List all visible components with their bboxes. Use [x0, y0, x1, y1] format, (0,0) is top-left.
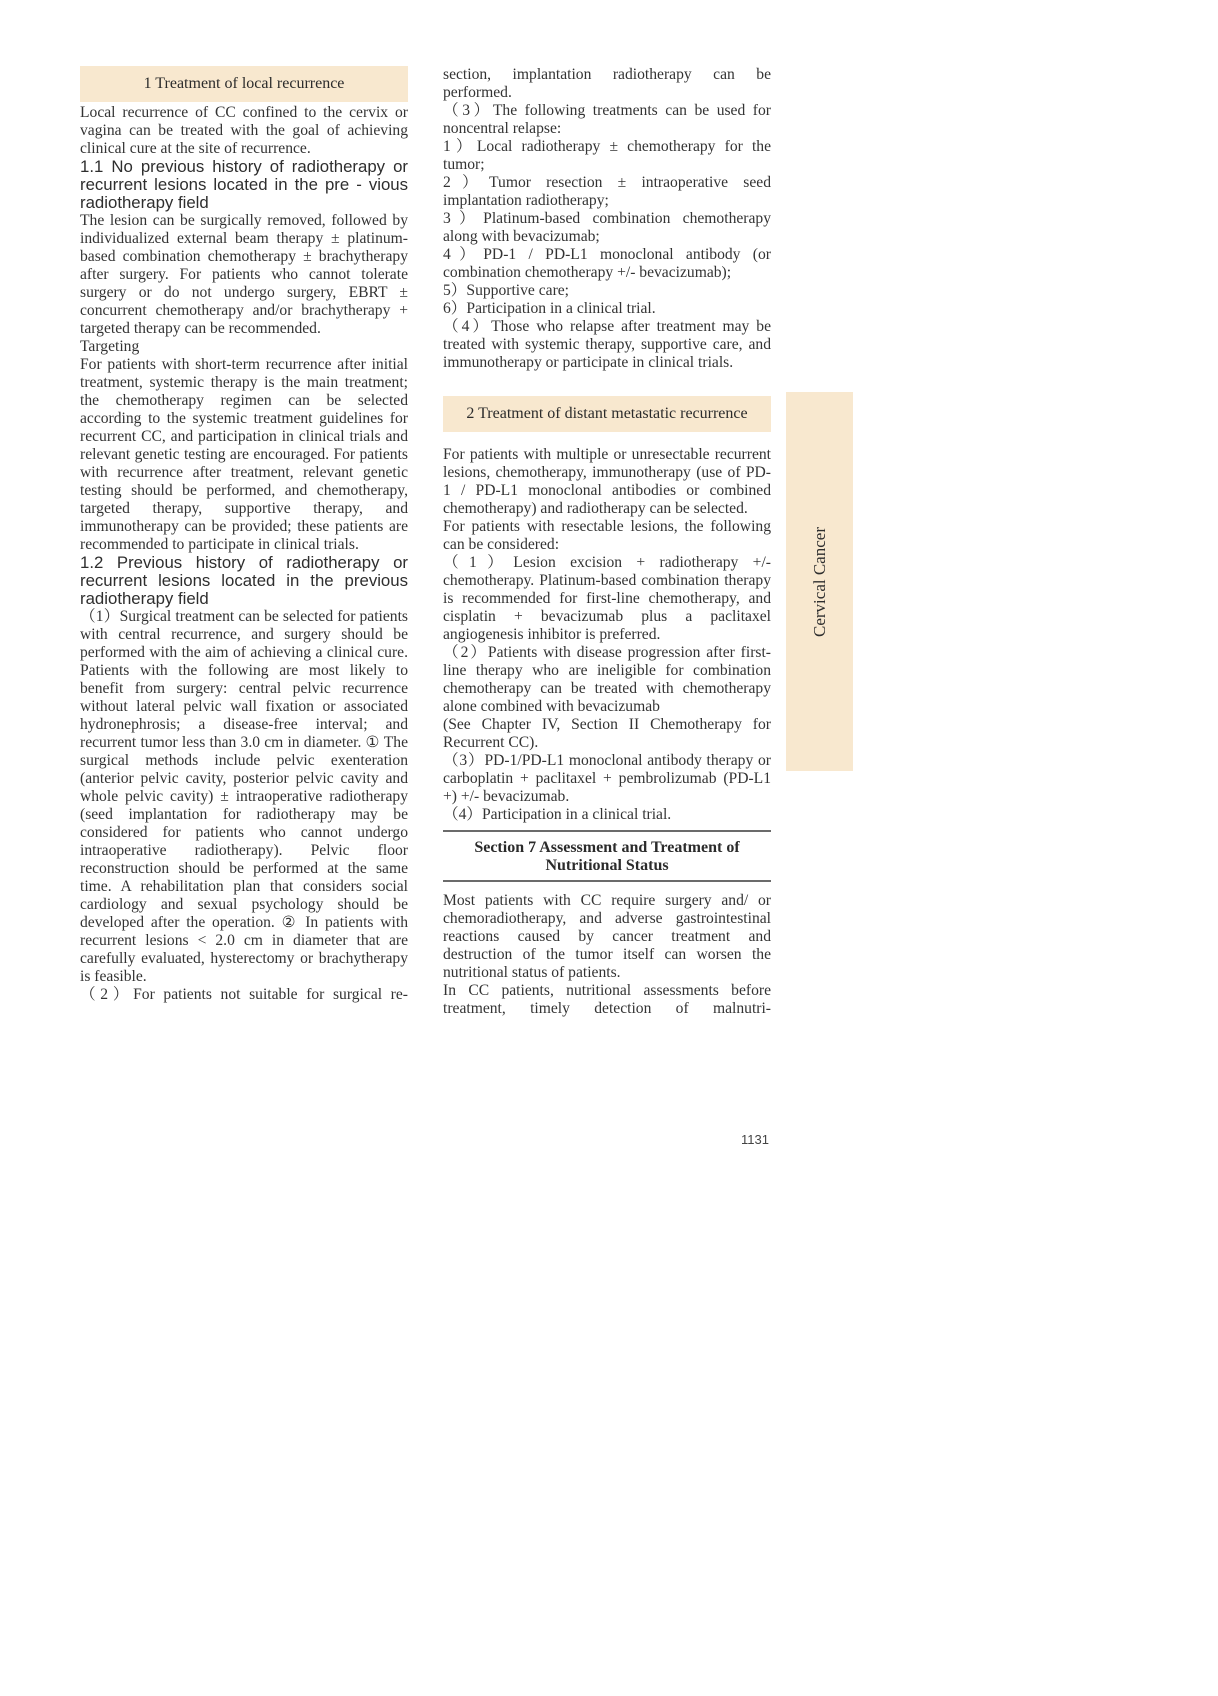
paragraph-s2-item4: （4）Participation in a clinical trial. [443, 806, 672, 823]
list-item: 6）Participation in a clinical trial. [443, 300, 656, 317]
label-targeting: Targeting [80, 338, 140, 355]
list-item: 2）Tumor resection ± intraoperative seed implantation radiotherapy; [443, 174, 771, 209]
paragraph-1-1-b: For patients with short-term recurrence after initial treatment, systemic therapy is the main treatment; the chemotherapy regimen can be selected according to the systemic treatment guidelines for recurrent CC, and participation in clinical trials and relevant genetic testing are encouraged. For patients with recurrence after treatment, relevant genetic testing should be performed, and chemotherapy, targeted therapy, supportive therapy, and immunotherapy can be provided; these patients are recommended to participate in clinical trials. [80, 356, 408, 553]
paragraph-s7-2: In CC patients, nutritional assessments before treatment, timely detection of malnutri- [443, 982, 771, 1017]
right-column [443, 66, 771, 1018]
subheading-1-1: 1.1 No previous history of radiotherapy or recurrent lesions located in the pre - vious radiotherapy field [80, 157, 408, 212]
page-number: 1131 [741, 1132, 769, 1147]
paragraph-s2-1: For patients with multiple or unresectable recurrent lesions, chemotherapy, immunotherapy (use of PD-1 / PD-L1 monoclonal antibodies or combined chemotherapy) and radiotherapy can be selected. [443, 446, 771, 517]
paragraph-s2-item3: （3）PD-1/PD-L1 monoclonal antibody therapy or carboplatin + paclitaxel + pembrolizumab (PD-L1 +) +/- bevacizumab. [443, 752, 771, 805]
paragraph-s2-item2: （2）Patients with disease progression after first-line therapy who are ineligible for combination chemotherapy can be treated with chemotherapy alone combined with bevacizumab [443, 644, 771, 715]
paragraph-1-2-item2-start: （2）For patients not suitable for surgical re- [80, 986, 408, 1003]
section-heading-distant-metastatic: 2 Treatment of distant metastatic recurrence [443, 396, 771, 432]
side-tab-label: Cervical Cancer [809, 526, 829, 637]
list-item: 1）Local radiotherapy ± chemotherapy for the tumor; [443, 138, 771, 173]
side-tab-chapter [786, 392, 853, 771]
left-column [80, 66, 408, 1004]
list-item: 4）PD-1 / PD-L1 monoclonal antibody (or combination chemotherapy +/- bevacizumab); [443, 246, 771, 281]
paragraph-1-1-a: The lesion can be surgically removed, followed by individualized external beam therapy ± platinum-based combination chemotherapy ± brachytherapy after surgery. For patients who cannot tolerate surgery or do not undergo surgery, EBRT ± concurrent chemotherapy and/or brachytherapy + targeted therapy can be recommended. [80, 212, 408, 337]
paragraph-1-2-item1: （1）Surgical treatment can be selected for patients with central recurrence, and surgery should be performed with the aim of achieving a clinical cure. Patients with the following are most likely to benefit from surgery: central pelvic recurrence without lateral pelvic wall fixation or associated hydronephrosis; a disease-free interval; and recurrent tumor less than 3.0 cm in diameter. ① The surgical methods include pelvic exenteration (anterior pelvic cavity, posterior pelvic cavity and whole pelvic cavity) ± intraoperative radiotherapy (seed implantation for radiotherapy may be considered for patients who cannot undergo intraoperative radiotherapy). Pelvic floor reconstruction should be performed at the same time. A rehabilitation plan that considers social cardiology and sexual psychology should be developed after the operation. ② In patients with recurrent lesions < 2.0 cm in diameter that are carefully evaluated, hysterectomy or brachytherapy is feasible. [80, 608, 408, 985]
paragraph-s2-see: (See Chapter IV, Section II Chemotherapy for Recurrent CC). [443, 716, 771, 751]
paragraph-item4: （4）Those who relapse after treatment may be treated with systemic therapy, supportive care, and immunotherapy or participate in clinical trials. [443, 318, 771, 371]
paragraph-item2-continued: section, implantation radiotherapy can be performed. [443, 66, 771, 101]
paragraph-s2-item1: （1）Lesion excision + radiotherapy +/- chemotherapy. Platinum-based combination therapy is recommended for first-line chemotherapy, and cisplatin + bevacizumab plus a paclitaxel angiogenesis inhibitor is preferred. [443, 554, 771, 643]
section-heading-local-recurrence: 1 Treatment of local recurrence [80, 66, 408, 102]
paragraph-s2-2: For patients with resectable lesions, the following can be considered: [443, 518, 771, 553]
paragraph-item3: （3）The following treatments can be used for noncentral relapse: [443, 102, 771, 137]
subheading-1-2: 1.2 Previous history of radiotherapy or recurrent lesions located in the previous radiotherapy field [80, 553, 408, 608]
paragraph-intro: Local recurrence of CC confined to the cervix or vagina can be treated with the goal of achieving clinical cure at the site of recurrence. [80, 104, 408, 157]
list-item: 5）Supportive care; [443, 282, 570, 299]
section-heading-nutritional-status: Section 7 Assessment and Treatment of Nutritional Status [443, 830, 771, 882]
paragraph-s7-1: Most patients with CC require surgery and/ or chemoradiotherapy, and adverse gastrointestinal reactions caused by cancer treatment and destruction of the tumor itself can worsen the nutritional status of patients. [443, 892, 771, 981]
list-item: 3）Platinum-based combination chemotherapy along with bevacizumab; [443, 210, 771, 245]
